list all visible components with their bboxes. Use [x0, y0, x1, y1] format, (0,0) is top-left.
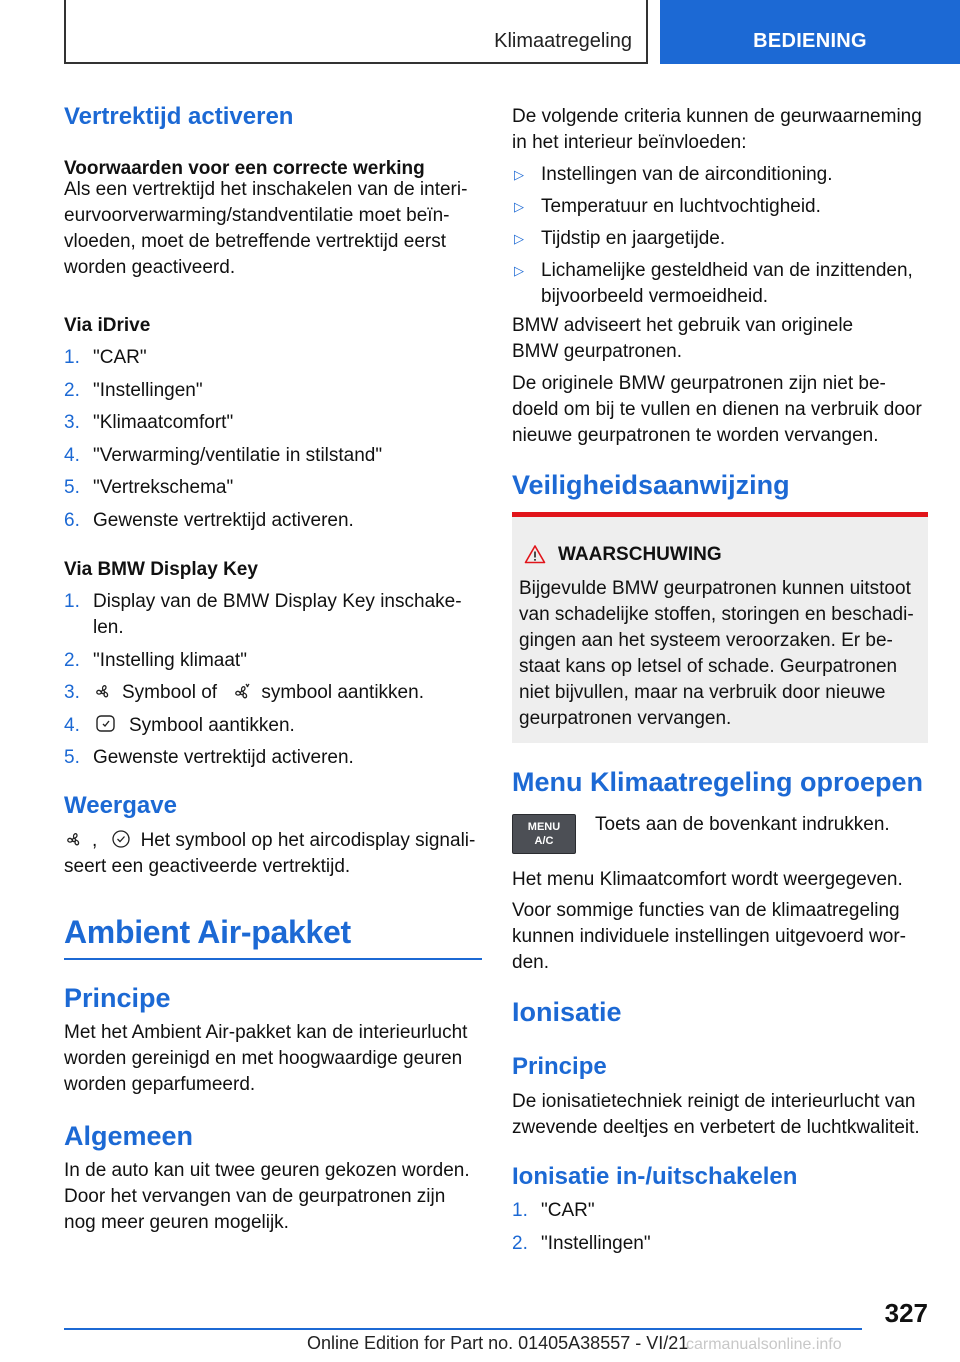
text-line: De originele BMW geurpatronen zijn niet be- — [512, 373, 886, 394]
bullet-triangle-icon: ▷ — [514, 199, 524, 214]
text-line: in het interieur beïnvloeden: — [512, 132, 747, 153]
heading-principe: Principe — [64, 983, 171, 1013]
ac-button-label: A/C — [534, 835, 554, 847]
text-line: seert een geactiveerde vertrektijd. — [64, 856, 351, 877]
warning-triangle-icon — [524, 544, 546, 564]
heading-principe-ion: Principe — [512, 1053, 607, 1080]
paragraph-menu1: Het menu Klimaatcomfort wordt weergegeven. — [512, 869, 903, 890]
list-item: 1. Display van de BMW Display Key inschake- len. — [64, 591, 462, 638]
menu-button-label: MENU — [527, 821, 561, 833]
ionisatie-steps — [512, 1198, 928, 1263]
paragraph-advies — [512, 313, 853, 365]
list-item: 1. "CAR" — [64, 347, 147, 368]
list-item: ▷ Tijdstip en jaargetijde. — [512, 226, 928, 252]
list-item: 6. Gewenste vertrektijd activeren. — [64, 509, 354, 531]
clock-check-icon — [111, 829, 131, 849]
text-line: Voor sommige functies van de klimaatregeling — [512, 900, 900, 921]
list-item: 5. Gewenste vertrektijd activeren. — [64, 747, 354, 768]
subheading-idrive: Via iDrive — [64, 315, 151, 336]
watermark: carmanualsonline.info — [686, 1336, 842, 1353]
text-line: den. — [512, 952, 549, 973]
idrive-steps — [64, 345, 482, 540]
text-line: worden gereinigd en met hoogwaardige geuren — [64, 1048, 463, 1069]
paragraph-originele — [512, 371, 922, 449]
list-item: 3. "Klimaatcomfort" — [64, 412, 234, 433]
text-line: BMW geurpatronen. — [512, 341, 683, 362]
heading-menu: Menu Klimaatregeling oproepen — [512, 767, 924, 797]
displaykey-steps — [64, 589, 482, 778]
text-line: nog meer geuren mogelijk. — [64, 1212, 289, 1233]
text-line: gingen aan het systeem veroorzaken. Er be- — [519, 630, 893, 651]
text-line: Het symbool op het aircodisplay signali- — [140, 830, 476, 851]
paragraph-voorwaarden — [64, 177, 467, 281]
warning-box — [512, 512, 928, 743]
text-line: Als een vertrektijd het inschakelen van de interi- — [64, 179, 468, 200]
list-item: 4. Symbool aantikken. — [64, 714, 295, 736]
fan-auto-icon — [232, 683, 252, 701]
text-line: De ionisatietechniek reinigt de interieurlucht van — [512, 1091, 916, 1112]
heading-ionisatie-schakelen: Ionisatie in-/uitschakelen — [512, 1163, 798, 1190]
page-number: 327 — [884, 1298, 928, 1328]
text-line: kunnen individuele instellingen uitgevoerd wor- — [512, 926, 906, 947]
list-item: 2. "Instellingen" — [64, 379, 203, 401]
text-line: eurvoorverwarming/standventilatie moet beïn- — [64, 205, 450, 226]
subheading-voorwaarden: Voorwaarden voor een correcte werking — [64, 158, 425, 179]
section-title: BEDIENING — [753, 30, 867, 52]
text-line: niet bijvullen, maar na verbruik door nieuwe — [519, 682, 886, 703]
bullet-triangle-icon: ▷ — [514, 263, 524, 278]
text-line: nieuwe geurpatronen te worden vervangen. — [512, 425, 879, 446]
text-line: BMW adviseert het gebruik van originele — [512, 315, 854, 336]
text-line: Door het vervangen van de geurpatronen zijn — [64, 1186, 446, 1207]
bullet-triangle-icon: ▷ — [514, 167, 524, 182]
paragraph-algemeen — [64, 1158, 470, 1236]
heading-algemeen: Algemeen — [64, 1121, 194, 1151]
chapter-title: Klimaatregeling — [494, 30, 632, 52]
subheading-displaykey: Via BMW Display Key — [64, 559, 258, 580]
paragraph-menu2 — [512, 898, 906, 976]
paragraph-ionisatie — [512, 1089, 920, 1141]
paragraph-toets: Toets aan de bovenkant indrukken. — [595, 814, 890, 835]
footer-edition: Online Edition for Part no. 01405A38557 - VI/21 — [307, 1333, 689, 1353]
paragraph-weergave — [64, 828, 482, 880]
text-line: De volgende criteria kunnen de geurwaarneming — [512, 106, 922, 127]
text-line: geurpatronen vervangen. — [519, 708, 732, 729]
list-item: 4. "Verwarming/ventilatie in stilstand" — [64, 444, 383, 466]
text-line: worden geactiveerd. — [64, 257, 236, 278]
fan-icon — [93, 683, 113, 701]
paragraph-principe — [64, 1020, 467, 1098]
text-line: In de auto kan uit twee geuren gekozen worden. — [64, 1160, 470, 1181]
list-item: ▷ Instellingen van de airconditioning. — [512, 162, 928, 188]
heading-weergave: Weergave — [64, 792, 177, 819]
criteria-list — [512, 162, 928, 316]
heading-ionisatie: Ionisatie — [512, 997, 622, 1027]
text-line: van schadelijke stoffen, storingen en beschadi- — [519, 604, 914, 625]
text-line: staat kans op letsel of schade. Geurpatronen — [519, 656, 898, 677]
footer-rule — [64, 1328, 862, 1330]
warning-text — [519, 576, 923, 732]
list-item: ▷ Temperatuur en luchtvochtigheid. — [512, 194, 928, 220]
list-item: 2. "Instellingen" — [512, 1232, 651, 1254]
text-line: zwevende deeltjes en verbetert de luchtkwaliteit. — [512, 1117, 920, 1138]
list-item: 3. Symbool of symbool aantikken. — [64, 682, 424, 703]
text-line: Met het Ambient Air-pakket kan de interieurlucht — [64, 1022, 468, 1043]
list-item: 1. "CAR" — [512, 1200, 595, 1221]
fan-icon — [64, 831, 84, 849]
departure-timer-icon — [95, 714, 117, 734]
text-line: worden geparfumeerd. — [64, 1074, 256, 1095]
heading-vertrektijd: Vertrektijd activeren — [64, 103, 294, 130]
warning-title: WAARSCHUWING — [558, 544, 722, 565]
list-item: 2. "Instelling klimaat" — [64, 649, 247, 671]
text-line: Bijgevulde BMW geurpatronen kunnen uitstoot — [519, 578, 911, 599]
list-item: ▷ Lichamelijke gesteldheid van de inzittenden, bijvoorbeeld vermoeidheid. — [514, 260, 913, 307]
menu-ac-button-image — [512, 814, 576, 854]
separator: , — [92, 830, 98, 851]
header-title-box — [64, 0, 648, 64]
heading-veiligheid: Veiligheidsaanwijzing — [512, 470, 790, 500]
header-section-tab — [660, 0, 960, 64]
heading-rule — [64, 958, 482, 960]
text-line: vloeden, moet de betreffende vertrektijd eerst — [64, 231, 446, 252]
bullet-triangle-icon: ▷ — [514, 231, 524, 246]
text-line: doeld om bij te vullen en dienen na verbruik door — [512, 399, 922, 420]
paragraph-criteria — [512, 104, 922, 156]
list-item: 5. "Vertrekschema" — [64, 477, 234, 498]
heading-ambient-air: Ambient Air-pakket — [64, 914, 351, 950]
